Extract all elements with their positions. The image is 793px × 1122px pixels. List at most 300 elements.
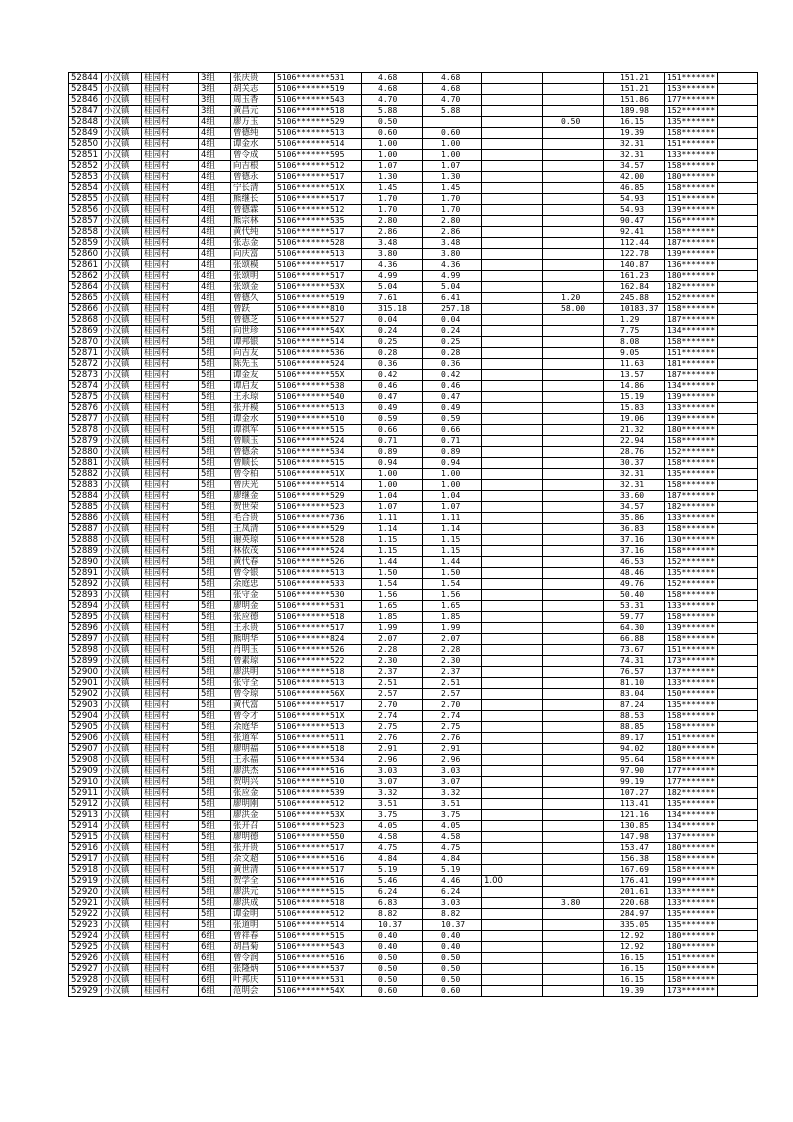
empty-cell xyxy=(718,645,758,656)
area-a-cell: 3.51 xyxy=(423,799,482,810)
table-row xyxy=(69,381,758,392)
id-number-cell: 5106*******512 xyxy=(275,205,362,216)
area-c-cell xyxy=(543,579,604,590)
empty-cell xyxy=(718,414,758,425)
group-cell: 5组 xyxy=(199,909,231,920)
town-cell: 小汉镇 xyxy=(102,150,142,161)
group-cell: 3组 xyxy=(199,106,231,117)
table-row xyxy=(69,975,758,986)
record-number: 52913 xyxy=(69,810,102,821)
name-cell: 谢英琼 xyxy=(231,535,275,546)
group-cell: 5组 xyxy=(199,854,231,865)
area-a-cell: 0.46 xyxy=(423,381,482,392)
phone-cell: 150******* xyxy=(665,964,718,975)
town-cell: 小汉镇 xyxy=(102,370,142,381)
town-cell: 小汉镇 xyxy=(102,480,142,491)
amount-cell: 151.86 xyxy=(604,95,665,106)
table-row xyxy=(69,227,758,238)
area-b-cell xyxy=(482,953,543,964)
area-total-cell: 0.04 xyxy=(362,315,423,326)
record-number: 52849 xyxy=(69,128,102,139)
group-cell: 5组 xyxy=(199,436,231,447)
town-cell: 小汉镇 xyxy=(102,436,142,447)
town-cell: 小汉镇 xyxy=(102,359,142,370)
record-number: 52917 xyxy=(69,854,102,865)
town-cell: 小汉镇 xyxy=(102,348,142,359)
area-b-cell xyxy=(482,612,543,623)
table-row xyxy=(69,821,758,832)
area-c-cell xyxy=(543,821,604,832)
record-number: 52927 xyxy=(69,964,102,975)
group-cell: 5组 xyxy=(199,557,231,568)
record-number: 52907 xyxy=(69,744,102,755)
village-cell: 桂园村 xyxy=(142,667,199,678)
area-total-cell: 0.60 xyxy=(362,986,423,997)
name-cell: 廖洪金 xyxy=(231,810,275,821)
group-cell: 5组 xyxy=(199,535,231,546)
table-row xyxy=(69,183,758,194)
town-cell: 小汉镇 xyxy=(102,216,142,227)
phone-cell: 136******* xyxy=(665,260,718,271)
village-cell: 桂园村 xyxy=(142,260,199,271)
town-cell: 小汉镇 xyxy=(102,942,142,953)
name-cell: 王永贵 xyxy=(231,623,275,634)
group-cell: 4组 xyxy=(199,139,231,150)
area-b-cell xyxy=(482,403,543,414)
area-a-cell: 2.28 xyxy=(423,645,482,656)
amount-cell: 28.76 xyxy=(604,447,665,458)
area-b-cell xyxy=(482,183,543,194)
area-a-cell: 1.85 xyxy=(423,612,482,623)
empty-cell xyxy=(718,381,758,392)
area-total-cell: 0.89 xyxy=(362,447,423,458)
area-c-cell xyxy=(543,535,604,546)
village-cell: 桂园村 xyxy=(142,403,199,414)
area-b-cell xyxy=(482,491,543,502)
record-number: 52851 xyxy=(69,150,102,161)
group-cell: 5组 xyxy=(199,590,231,601)
town-cell: 小汉镇 xyxy=(102,821,142,832)
empty-cell xyxy=(718,964,758,975)
area-total-cell: 0.66 xyxy=(362,425,423,436)
phone-cell: 158******* xyxy=(665,128,718,139)
area-a-cell: 2.91 xyxy=(423,744,482,755)
empty-cell xyxy=(718,634,758,645)
record-number: 52846 xyxy=(69,95,102,106)
empty-cell xyxy=(718,546,758,557)
area-b-cell xyxy=(482,722,543,733)
area-total-cell: 1.07 xyxy=(362,502,423,513)
record-number: 52859 xyxy=(69,238,102,249)
name-cell: 向庆富 xyxy=(231,249,275,260)
table-row xyxy=(69,953,758,964)
area-b-cell xyxy=(482,854,543,865)
area-b-cell xyxy=(482,821,543,832)
village-cell: 桂园村 xyxy=(142,161,199,172)
village-cell: 桂园村 xyxy=(142,634,199,645)
village-cell: 桂园村 xyxy=(142,293,199,304)
group-cell: 4组 xyxy=(199,194,231,205)
group-cell: 5组 xyxy=(199,524,231,535)
area-a-cell: 0.89 xyxy=(423,447,482,458)
village-cell: 桂园村 xyxy=(142,953,199,964)
empty-cell xyxy=(718,271,758,282)
record-number: 52871 xyxy=(69,348,102,359)
table-row xyxy=(69,95,758,106)
record-number: 52928 xyxy=(69,975,102,986)
record-number: 52854 xyxy=(69,183,102,194)
village-cell: 桂园村 xyxy=(142,315,199,326)
record-number: 52870 xyxy=(69,337,102,348)
amount-cell: 53.31 xyxy=(604,601,665,612)
area-a-cell: 2.30 xyxy=(423,656,482,667)
town-cell: 小汉镇 xyxy=(102,986,142,997)
town-cell: 小汉镇 xyxy=(102,513,142,524)
town-cell: 小汉镇 xyxy=(102,898,142,909)
empty-cell xyxy=(718,788,758,799)
group-cell: 5组 xyxy=(199,920,231,931)
area-b-cell xyxy=(482,370,543,381)
name-cell: 毛合贵 xyxy=(231,513,275,524)
table-row xyxy=(69,744,758,755)
area-a-cell: 1.70 xyxy=(423,194,482,205)
village-cell: 桂园村 xyxy=(142,854,199,865)
phone-cell: 151******* xyxy=(665,194,718,205)
village-cell: 桂园村 xyxy=(142,304,199,315)
town-cell: 小汉镇 xyxy=(102,84,142,95)
table-row xyxy=(69,513,758,524)
village-cell: 桂园村 xyxy=(142,227,199,238)
phone-cell: 187******* xyxy=(665,370,718,381)
id-number-cell: 5106*******529 xyxy=(275,524,362,535)
table-row xyxy=(69,557,758,568)
village-cell: 桂园村 xyxy=(142,810,199,821)
phone-cell: 177******* xyxy=(665,95,718,106)
phone-cell: 158******* xyxy=(665,436,718,447)
table-row xyxy=(69,524,758,535)
id-number-cell: 5106*******523 xyxy=(275,821,362,832)
id-number-cell: 5106*******540 xyxy=(275,392,362,403)
amount-cell: 97.90 xyxy=(604,766,665,777)
record-number: 52895 xyxy=(69,612,102,623)
id-number-cell: 5106*******512 xyxy=(275,909,362,920)
area-b-cell xyxy=(482,579,543,590)
id-number-cell: 5106*******54X xyxy=(275,326,362,337)
group-cell: 5组 xyxy=(199,733,231,744)
area-c-cell xyxy=(543,271,604,282)
phone-cell: 158******* xyxy=(665,865,718,876)
area-a-cell: 4.58 xyxy=(423,832,482,843)
area-total-cell: 0.24 xyxy=(362,326,423,337)
name-cell: 张应德 xyxy=(231,612,275,623)
table-row xyxy=(69,777,758,788)
area-total-cell: 2.70 xyxy=(362,700,423,711)
name-cell: 向吉友 xyxy=(231,348,275,359)
area-total-cell: 3.07 xyxy=(362,777,423,788)
phone-cell: 158******* xyxy=(665,975,718,986)
area-total-cell: 0.40 xyxy=(362,931,423,942)
record-number: 52893 xyxy=(69,590,102,601)
area-b-cell xyxy=(482,282,543,293)
area-c-cell xyxy=(543,139,604,150)
area-c-cell xyxy=(543,612,604,623)
id-number-cell: 5106*******518 xyxy=(275,898,362,909)
area-b-cell xyxy=(482,95,543,106)
record-number: 52844 xyxy=(69,73,102,84)
area-c-cell xyxy=(543,920,604,931)
empty-cell xyxy=(718,931,758,942)
id-number-cell: 5106*******514 xyxy=(275,337,362,348)
area-c-cell xyxy=(543,744,604,755)
record-number: 52880 xyxy=(69,447,102,458)
area-a-cell: 0.60 xyxy=(423,986,482,997)
table-row xyxy=(69,337,758,348)
amount-cell: 16.15 xyxy=(604,964,665,975)
record-number: 52872 xyxy=(69,359,102,370)
record-number: 52926 xyxy=(69,953,102,964)
area-total-cell: 1.00 xyxy=(362,469,423,480)
village-cell: 桂园村 xyxy=(142,458,199,469)
area-b-cell xyxy=(482,161,543,172)
area-total-cell: 2.51 xyxy=(362,678,423,689)
table-row xyxy=(69,887,758,898)
area-a-cell: 0.40 xyxy=(423,942,482,953)
area-a-cell: 1.11 xyxy=(423,513,482,524)
empty-cell xyxy=(718,744,758,755)
area-total-cell: 0.71 xyxy=(362,436,423,447)
town-cell: 小汉镇 xyxy=(102,260,142,271)
empty-cell xyxy=(718,612,758,623)
amount-cell: 122.78 xyxy=(604,249,665,260)
area-c-cell xyxy=(543,436,604,447)
village-cell: 桂园村 xyxy=(142,898,199,909)
id-number-cell: 5190*******510 xyxy=(275,414,362,425)
area-b-cell xyxy=(482,810,543,821)
name-cell: 谭邦银 xyxy=(231,337,275,348)
area-a-cell: 0.36 xyxy=(423,359,482,370)
amount-cell: 176.41 xyxy=(604,876,665,887)
phone-cell: 158******* xyxy=(665,161,718,172)
phone-cell: 133******* xyxy=(665,678,718,689)
area-a-cell: 0.60 xyxy=(423,128,482,139)
area-a-cell: 4.46 xyxy=(423,876,482,887)
group-cell: 4组 xyxy=(199,172,231,183)
table-row xyxy=(69,612,758,623)
record-number: 52861 xyxy=(69,260,102,271)
empty-cell xyxy=(718,216,758,227)
empty-cell xyxy=(718,249,758,260)
group-cell: 5组 xyxy=(199,865,231,876)
group-cell: 5组 xyxy=(199,623,231,634)
id-number-cell: 5106*******523 xyxy=(275,502,362,513)
area-c-cell xyxy=(543,700,604,711)
area-b-cell xyxy=(482,920,543,931)
area-total-cell: 2.91 xyxy=(362,744,423,755)
record-number: 52904 xyxy=(69,711,102,722)
area-a-cell: 0.25 xyxy=(423,337,482,348)
record-number: 52896 xyxy=(69,623,102,634)
village-cell: 桂园村 xyxy=(142,513,199,524)
empty-cell xyxy=(718,161,758,172)
empty-cell xyxy=(718,194,758,205)
area-total-cell: 8.82 xyxy=(362,909,423,920)
id-number-cell: 5106*******514 xyxy=(275,920,362,931)
area-b-cell: 1.00 xyxy=(482,876,543,887)
village-cell: 桂园村 xyxy=(142,95,199,106)
amount-cell: 87.24 xyxy=(604,700,665,711)
group-cell: 5组 xyxy=(199,810,231,821)
amount-cell: 153.47 xyxy=(604,843,665,854)
area-c-cell xyxy=(543,480,604,491)
area-b-cell xyxy=(482,524,543,535)
area-c-cell xyxy=(543,95,604,106)
area-c-cell xyxy=(543,876,604,887)
area-total-cell: 6.24 xyxy=(362,887,423,898)
id-number-cell: 5106*******51X xyxy=(275,183,362,194)
town-cell: 小汉镇 xyxy=(102,194,142,205)
empty-cell xyxy=(718,139,758,150)
area-a-cell: 2.37 xyxy=(423,667,482,678)
table-row xyxy=(69,73,758,84)
area-a-cell: 1.15 xyxy=(423,535,482,546)
area-a-cell: 4.70 xyxy=(423,95,482,106)
record-number: 52902 xyxy=(69,689,102,700)
id-number-cell: 5106*******513 xyxy=(275,249,362,260)
area-b-cell xyxy=(482,986,543,997)
table-row xyxy=(69,249,758,260)
name-cell: 王永琼 xyxy=(231,392,275,403)
group-cell: 5组 xyxy=(199,546,231,557)
record-number: 52892 xyxy=(69,579,102,590)
group-cell: 4组 xyxy=(199,293,231,304)
amount-cell: 15.83 xyxy=(604,403,665,414)
village-cell: 桂园村 xyxy=(142,821,199,832)
area-c-cell xyxy=(543,975,604,986)
group-cell: 4组 xyxy=(199,304,231,315)
empty-cell xyxy=(718,403,758,414)
record-number: 52916 xyxy=(69,843,102,854)
table-row xyxy=(69,810,758,821)
area-total-cell: 1.00 xyxy=(362,480,423,491)
amount-cell: 42.00 xyxy=(604,172,665,183)
empty-cell xyxy=(718,898,758,909)
area-total-cell: 7.61 xyxy=(362,293,423,304)
table-row xyxy=(69,546,758,557)
phone-cell: 150******* xyxy=(665,689,718,700)
name-cell: 廖明福 xyxy=(231,744,275,755)
group-cell: 5组 xyxy=(199,876,231,887)
area-c-cell xyxy=(543,502,604,513)
empty-cell xyxy=(718,876,758,887)
area-c-cell xyxy=(543,557,604,568)
area-b-cell xyxy=(482,326,543,337)
phone-cell: 135******* xyxy=(665,117,718,128)
empty-cell xyxy=(718,337,758,348)
village-cell: 桂园村 xyxy=(142,414,199,425)
amount-cell: 161.23 xyxy=(604,271,665,282)
amount-cell: 64.30 xyxy=(604,623,665,634)
phone-cell: 180******* xyxy=(665,931,718,942)
amount-cell: 95.64 xyxy=(604,755,665,766)
area-c-cell xyxy=(543,381,604,392)
area-total-cell: 4.36 xyxy=(362,260,423,271)
amount-cell: 33.60 xyxy=(604,491,665,502)
area-a-cell: 0.50 xyxy=(423,975,482,986)
area-a-cell: 3.48 xyxy=(423,238,482,249)
amount-cell: 11.63 xyxy=(604,359,665,370)
name-cell: 廖洪成 xyxy=(231,898,275,909)
town-cell: 小汉镇 xyxy=(102,645,142,656)
village-cell: 桂园村 xyxy=(142,645,199,656)
empty-cell xyxy=(718,579,758,590)
village-cell: 桂园村 xyxy=(142,887,199,898)
area-b-cell xyxy=(482,458,543,469)
table-row xyxy=(69,964,758,975)
name-cell: 谭金水 xyxy=(231,414,275,425)
area-total-cell: 2.76 xyxy=(362,733,423,744)
name-cell: 陈先玉 xyxy=(231,359,275,370)
village-cell: 桂园村 xyxy=(142,381,199,392)
area-c-cell xyxy=(543,392,604,403)
town-cell: 小汉镇 xyxy=(102,491,142,502)
area-b-cell xyxy=(482,843,543,854)
phone-cell: 199******* xyxy=(665,876,718,887)
village-cell: 桂园村 xyxy=(142,524,199,535)
area-a-cell: 0.28 xyxy=(423,348,482,359)
village-cell: 桂园村 xyxy=(142,557,199,568)
village-cell: 桂园村 xyxy=(142,909,199,920)
empty-cell xyxy=(718,821,758,832)
town-cell: 小汉镇 xyxy=(102,711,142,722)
id-number-cell: 5106*******810 xyxy=(275,304,362,315)
group-cell: 5组 xyxy=(199,403,231,414)
amount-cell: 335.05 xyxy=(604,920,665,931)
area-c-cell xyxy=(543,590,604,601)
area-c-cell xyxy=(543,73,604,84)
table-row xyxy=(69,469,758,480)
area-a-cell: 1.00 xyxy=(423,469,482,480)
area-a-cell: 0.42 xyxy=(423,370,482,381)
group-cell: 4组 xyxy=(199,282,231,293)
amount-cell: 121.16 xyxy=(604,810,665,821)
id-number-cell: 5106*******550 xyxy=(275,832,362,843)
empty-cell xyxy=(718,260,758,271)
area-c-cell xyxy=(543,370,604,381)
id-number-cell: 5106*******511 xyxy=(275,733,362,744)
area-b-cell xyxy=(482,337,543,348)
phone-cell: 152******* xyxy=(665,579,718,590)
group-cell: 4组 xyxy=(199,260,231,271)
record-number: 52912 xyxy=(69,799,102,810)
empty-cell xyxy=(718,667,758,678)
record-number: 52860 xyxy=(69,249,102,260)
table-row xyxy=(69,238,758,249)
area-c-cell xyxy=(543,678,604,689)
record-number: 52877 xyxy=(69,414,102,425)
amount-cell: 156.38 xyxy=(604,854,665,865)
empty-cell xyxy=(718,766,758,777)
village-cell: 桂园村 xyxy=(142,546,199,557)
area-c-cell xyxy=(543,128,604,139)
empty-cell xyxy=(718,865,758,876)
group-cell: 5组 xyxy=(199,799,231,810)
id-number-cell: 5106*******530 xyxy=(275,590,362,601)
id-number-cell: 5106*******534 xyxy=(275,755,362,766)
name-cell: 王永福 xyxy=(231,755,275,766)
group-cell: 5组 xyxy=(199,502,231,513)
phone-cell: 134******* xyxy=(665,326,718,337)
village-cell: 桂园村 xyxy=(142,326,199,337)
